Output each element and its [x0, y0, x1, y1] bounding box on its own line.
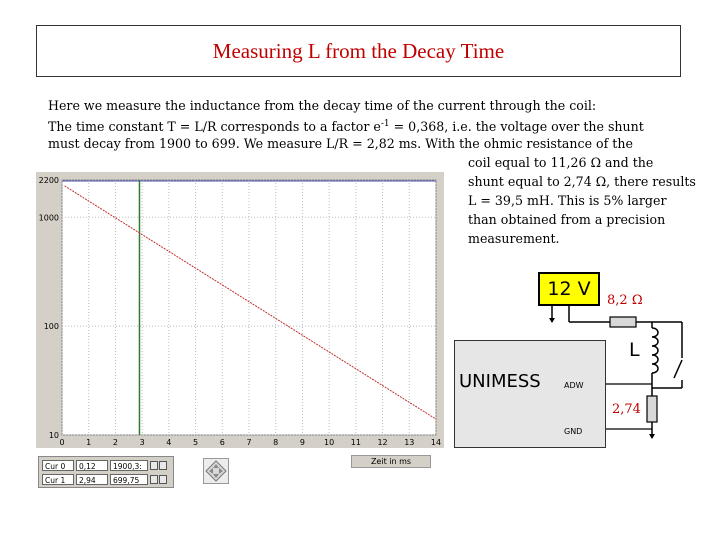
x-tick-label: 9 [299, 438, 305, 447]
x-tick-label: 2 [112, 438, 118, 447]
cursor-0-value[interactable]: 1900,3: [110, 460, 148, 471]
battery-12v [538, 272, 600, 306]
body-line-3: must decay from 1900 to 699. We measure L/R = 2,82 ms. With the ohmic resistance of the [48, 136, 633, 151]
y-tick-label: 1000 [38, 213, 59, 223]
x-tick-label: 13 [404, 438, 415, 447]
body-line-4 [468, 153, 653, 172]
body-line-4-post: and the [601, 155, 654, 170]
battery-label: 12 V [547, 278, 591, 300]
time-axis-button[interactable]: Zeit in ms [351, 455, 431, 468]
body-line-2-post: = 0,368, i.e. the voltage over the shunt [389, 119, 644, 135]
chart-panel [36, 172, 444, 448]
cursor-0-label: Cur 0 [42, 460, 74, 471]
body-line-6: L = 39,5 mH. This is 5% larger [468, 193, 667, 208]
body-line-2-sup: -1 [380, 119, 390, 129]
body-line-7: than obtained from a precision [468, 212, 666, 227]
x-tick-label: 12 [377, 438, 388, 447]
shunt-label: 2,74 [612, 402, 641, 417]
device-label: UNIMESS [459, 371, 541, 392]
cursor-1-value[interactable]: 699,75 [110, 474, 148, 485]
body-line-4-pre: coil equal to 11,26 [468, 155, 591, 170]
x-tick-label: 5 [193, 438, 199, 447]
ohm-symbol: Ω [595, 174, 607, 189]
cursor-1-toggle[interactable] [159, 475, 167, 484]
x-tick-label: 8 [273, 438, 279, 447]
body-line-5-post: , there results [606, 174, 696, 189]
body-line-5 [468, 172, 696, 191]
unimess-device [454, 340, 606, 448]
body-line-5-pre: shunt equal to 2,74 [468, 174, 596, 189]
adw-port-label: ADW [564, 381, 584, 390]
cursor-1-stepper[interactable] [150, 475, 158, 484]
x-tick-label: 0 [59, 438, 65, 447]
ohm-symbol: Ω [631, 293, 643, 308]
body-line-1: Here we measure the inductance from the decay time of the current through the coil: [48, 98, 597, 113]
body-line-2-pre: The time constant T = L/R corresponds to a factor e [48, 119, 381, 135]
body-line-8: measurement. [468, 231, 560, 246]
gnd-port-label: GND [564, 427, 583, 436]
x-tick-label: 4 [166, 438, 172, 447]
ohm-symbol: Ω [590, 155, 602, 170]
x-tick-label: 11 [350, 438, 361, 447]
cursor-0-toggle[interactable] [159, 461, 167, 470]
cursor-0-time[interactable]: 0,12 [76, 460, 108, 471]
y-tick-label: 2200 [38, 176, 59, 185]
x-tick-label: 1 [86, 438, 92, 447]
cursor-table [38, 456, 174, 488]
x-tick-label: 6 [219, 438, 225, 447]
x-tick-label: 3 [139, 438, 145, 447]
x-tick-label: 10 [324, 438, 335, 447]
decay-chart [36, 172, 444, 448]
cursor-1-label: Cur 1 [42, 474, 74, 485]
y-tick-label: 100 [43, 322, 59, 332]
cursor-1-time[interactable]: 2,94 [76, 474, 108, 485]
x-tick-label: 7 [246, 438, 252, 447]
y-tick-label: 10 [48, 431, 59, 440]
cursor-0-stepper[interactable] [150, 461, 158, 470]
resistor-top-value: 8,2 [607, 293, 632, 308]
navigation-diamond-icon[interactable] [203, 458, 229, 484]
title-box [36, 25, 681, 77]
x-tick-label: 14 [430, 438, 442, 447]
coil-label: L [629, 339, 640, 361]
resistor-top-label [607, 293, 643, 308]
slide-title: Measuring L from the Decay Time [212, 38, 505, 63]
body-line-2 [48, 115, 644, 136]
